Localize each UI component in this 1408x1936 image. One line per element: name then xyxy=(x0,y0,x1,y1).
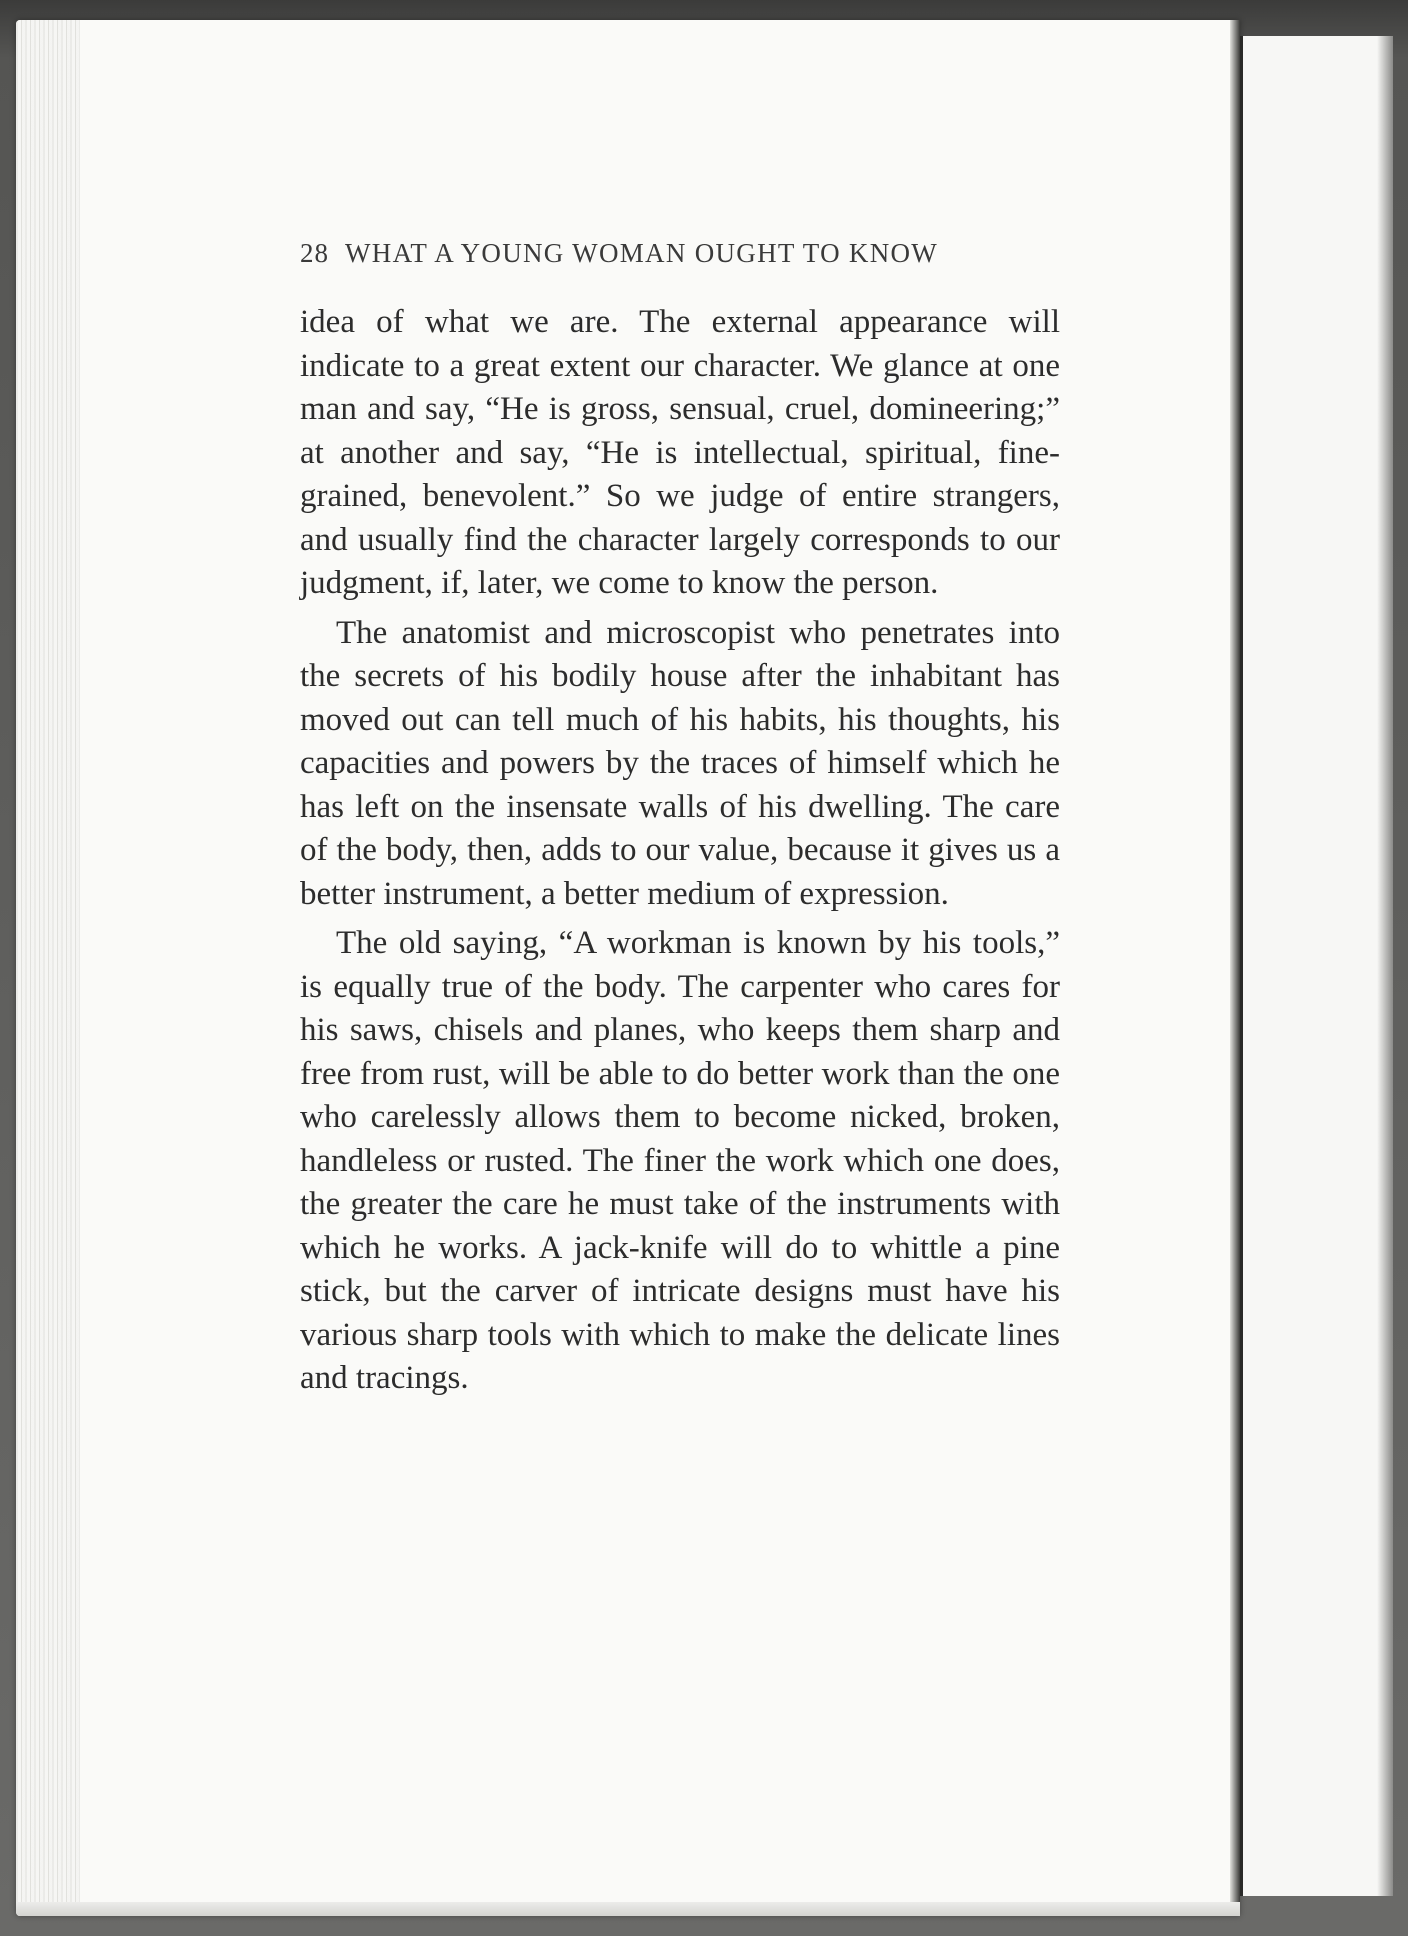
paragraph-2: The anatomist and microscopist who penetrates into the secrets of his bodily house after the inhabitant has moved out can tell much of his habits, his thoughts, his capacities and powers by the traces of himself which he has left on the insensate walls of his dwelling. The care of the body, then, adds to our value, because it gives us a better instrument, a better medium of expression. xyxy=(300,614,1060,912)
page-number: 28 xyxy=(300,238,329,268)
facing-page xyxy=(1240,36,1393,1896)
text-block xyxy=(300,238,1060,1401)
paragraph-1: idea of what we are. The external appearance will indicate to a great extent our character. We glance at one man and say, “He is gross, sensual, cruel, domineering;” at another and say, “He is intellectual, spiritual, fine-grained, benevolent.” So we judge of entire strangers, and usually find the character largely corresponds to our judgment, if, later, we come to know the person. xyxy=(300,304,1060,601)
running-title: WHAT A YOUNG WOMAN OUGHT TO KNOW xyxy=(345,238,939,268)
page-edges xyxy=(16,20,80,1916)
facing-page-shadow xyxy=(1377,36,1393,1896)
running-head xyxy=(300,238,1060,269)
page-bottom-edge xyxy=(16,1902,1240,1916)
page-gutter xyxy=(1230,20,1240,1916)
paragraph-3: The old saying, “A workman is known by his tools,” is equally true of the body. The carpenter who cares for his saws, chisels and planes, who keeps them sharp and free from rust, will be able to do better work than the one who carelessly allows them to become nicked, broken, handleless or rusted. The finer the work which one does, the greater the care he must take of the instruments with which he works. A jack-knife will do to whittle a pine stick, but the carver of intricate designs must have his various sharp tools with which to make the delicate lines and tracings. xyxy=(300,925,1060,1396)
